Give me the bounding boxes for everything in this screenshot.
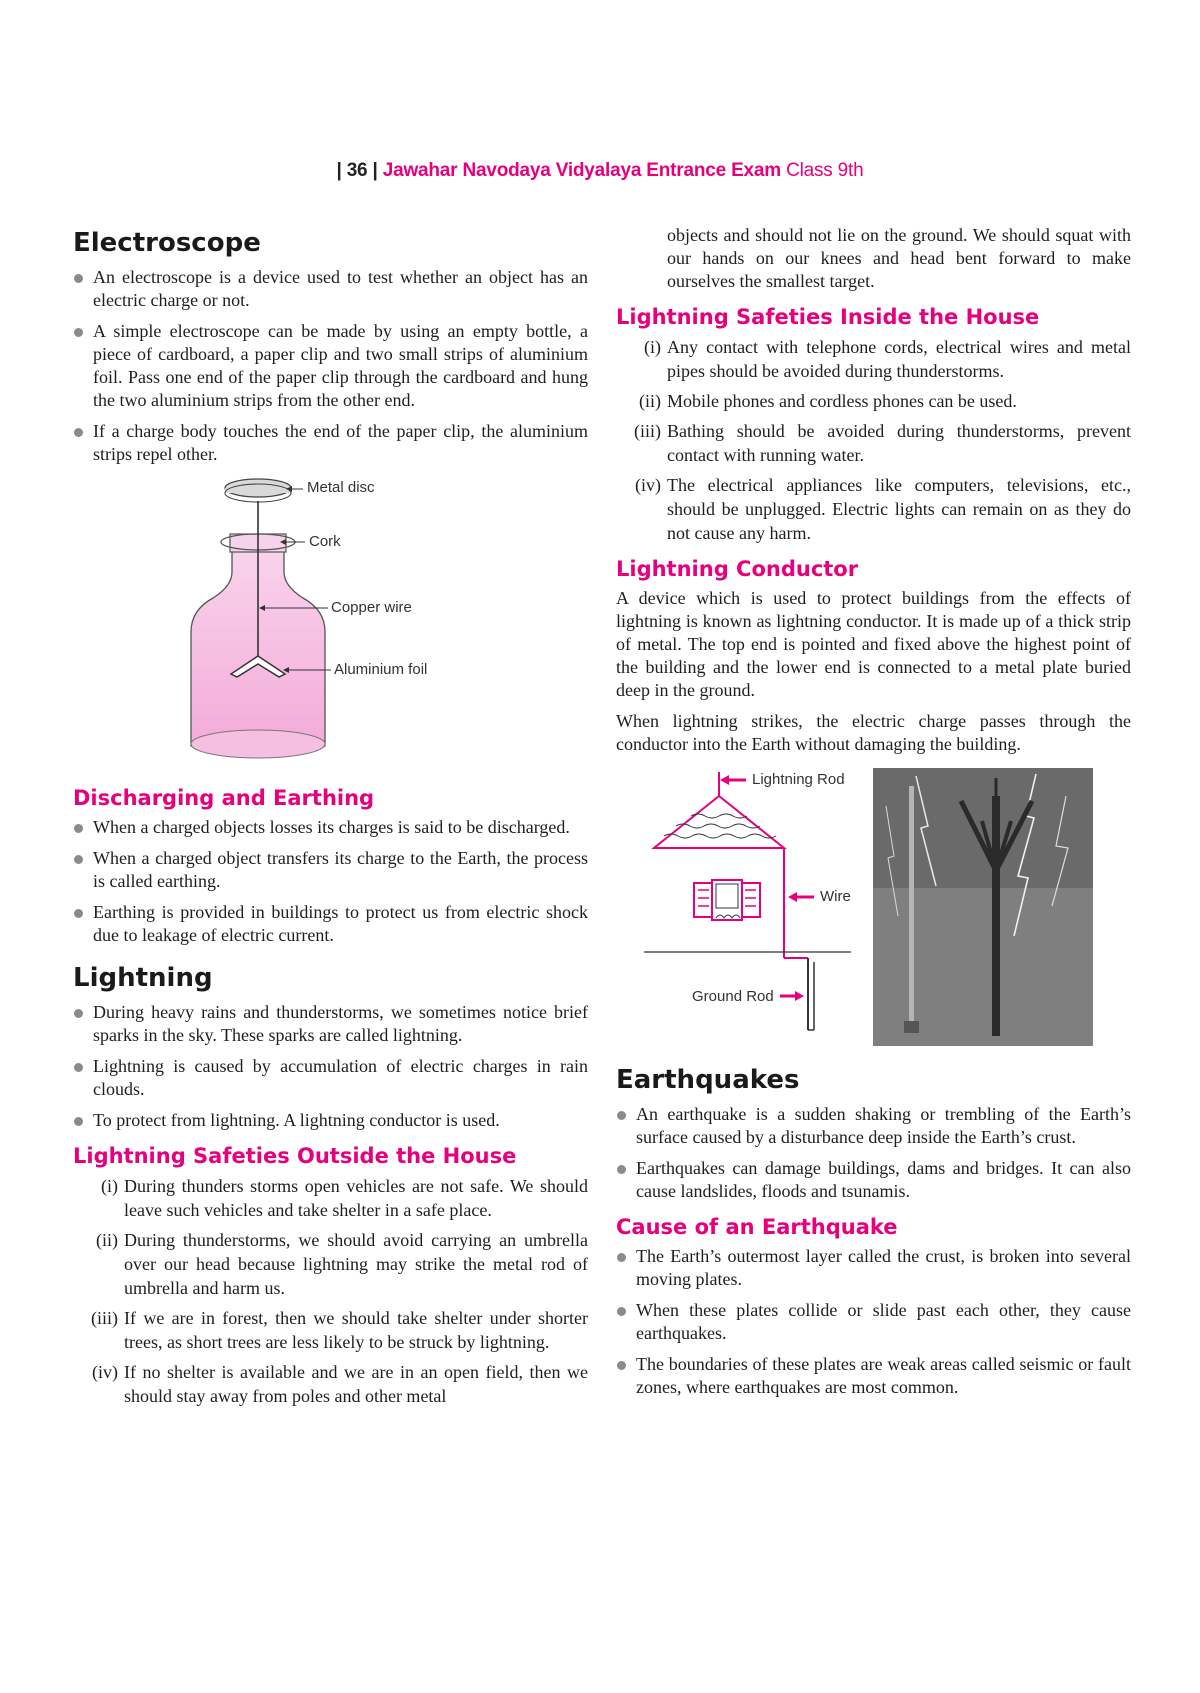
discharging-list [73,816,588,947]
safety-outside-continuation: objects and should not lie on the ground. We should squat with our hands on our knees and head bent forward to make ourselves the smallest target. [667,225,1131,291]
electroscope-diagram [73,474,588,774]
list-item: To protect from lightning. A lightning conductor is used. [73,1109,588,1132]
item-text: If no shelter is available and we are in an open field, then we should stay away from poles and other metal [124,1362,588,1406]
list-item [73,1360,588,1408]
discharging-heading: Discharging and Earthing [73,786,375,810]
lightning-heading: Lightning [73,963,213,993]
item-number: (ii) [96,1230,118,1250]
conductor-paragraph: When lightning strikes, the electric charge passes through the conductor into the Earth without damaging the building. [616,711,1131,754]
lightning-rod-photo [873,768,1093,1046]
item-number: (iv) [92,1362,118,1382]
safety-inside-list [616,335,1131,545]
list-item: Earthquakes can damage buildings, dams and bridges. It can also cause landslides, floods and tsunamis. [616,1157,1131,1203]
wire-label: Wire [820,888,851,905]
metal-disc-label: Metal disc [307,479,375,496]
electroscope-heading: Electroscope [73,228,261,258]
list-item: A simple electroscope can be made by using an empty bottle, a piece of cardboard, a paper clip and two small strips of aluminium foil. Pass one end of the paper clip through the cardboard and hung the two aluminium strips from the other end. [73,320,588,412]
item-number: (ii) [639,391,661,411]
earthquakes-heading: Earthquakes [616,1065,800,1095]
left-column [73,228,588,1414]
item-number: (iii) [91,1308,118,1328]
safety-outside-heading: Lightning Safeties Outside the House [73,1144,517,1168]
list-item: Earthing is provided in buildings to protect us from electric shock due to leakage of electric current. [73,901,588,947]
list-item [73,1306,588,1354]
cork-label: Cork [309,533,341,550]
list-item [73,1228,588,1300]
earthquakes-list [616,1103,1131,1203]
aluminium-foil-label: Aluminium foil [334,661,428,678]
item-text: Mobile phones and cordless phones can be used. [667,391,1017,411]
electroscope-figure [73,474,588,774]
page-header [0,160,1200,182]
item-number: (i) [101,1176,118,1196]
ground-rod-label: Ground Rod [692,988,774,1005]
safety-outside-list [73,1174,588,1408]
list-item [616,473,1131,545]
list-item: When a charged objects losses its charges is said to be discharged. [73,816,588,839]
list-item: The Earth’s outermost layer called the crust, is broken into several moving plates. [616,1245,1131,1291]
item-text: During thunderstorms, we should avoid carrying an umbrella over our head because lightning may strike the metal rod of umbrella and harm us. [124,1230,588,1298]
class-label: Class 9th [786,160,864,181]
conductor-paragraph: A device which is used to protect buildings from the effects of lightning is known as lightning conductor. It is made up of a thick strip of metal. The top end is pointed and fixed above the highest point of the building and the lower end is connected to a metal plate buried deep in the ground. [616,588,1131,700]
lightning-list [73,1001,588,1132]
item-text: During thunders storms open vehicles are not safe. We should leave such vehicles and take shelter in a safe place. [124,1176,588,1220]
cause-heading: Cause of an Earthquake [616,1215,898,1239]
list-item: The boundaries of these plates are weak areas called seismic or fault zones, where earthquakes are most common. [616,1353,1131,1399]
item-text: If we are in forest, then we should take shelter under shorter trees, as short trees are less likely to be struck by lightning. [124,1308,588,1352]
item-number: (i) [644,337,661,357]
list-item: Lightning is caused by accumulation of electric charges in rain clouds. [73,1055,588,1101]
safety-inside-heading: Lightning Safeties Inside the House [616,305,1040,329]
item-text: Any contact with telephone cords, electrical wires and metal pipes should be avoided during thunderstorms. [667,337,1131,381]
list-item: An earthquake is a sudden shaking or trembling of the Earth’s surface caused by a disturbance deep inside the Earth’s crust. [616,1103,1131,1149]
item-text: The electrical appliances like computers, televisions, etc., should be unplugged. Electric lights can remain on as they do not cause any harm. [667,475,1131,543]
copper-wire-label: Copper wire [331,599,412,616]
conductor-heading: Lightning Conductor [616,557,859,581]
list-item: If a charge body touches the end of the paper clip, the aluminium strips repel other. [73,420,588,466]
page-number: | 36 | [336,160,378,181]
list-item [616,335,1131,383]
item-number: (iv) [635,475,661,495]
list-item [73,1174,588,1222]
list-item: During heavy rains and thunderstorms, we sometimes notice brief sparks in the sky. These sparks are called lightning. [73,1001,588,1047]
cause-list [616,1245,1131,1399]
right-column [616,225,1131,1407]
electroscope-list [73,266,588,466]
list-item: When these plates collide or slide past each other, they cause earthquakes. [616,1299,1131,1345]
list-item [616,389,1131,413]
list-item [616,419,1131,467]
item-text: Bathing should be avoided during thunderstorms, prevent contact with running water. [667,421,1131,465]
lightning-conductor-diagram [616,766,1096,1051]
list-item: When a charged object transfers its charge to the Earth, the process is called earthing. [73,847,588,893]
item-number: (iii) [634,421,661,441]
book-title: Jawahar Navodaya Vidyalaya Entrance Exam [382,160,781,181]
lightning-rod-label: Lightning Rod [752,771,845,788]
lightning-conductor-figure [616,766,1096,1051]
list-item: An electroscope is a device used to test whether an object has an electric charge or not. [73,266,588,312]
